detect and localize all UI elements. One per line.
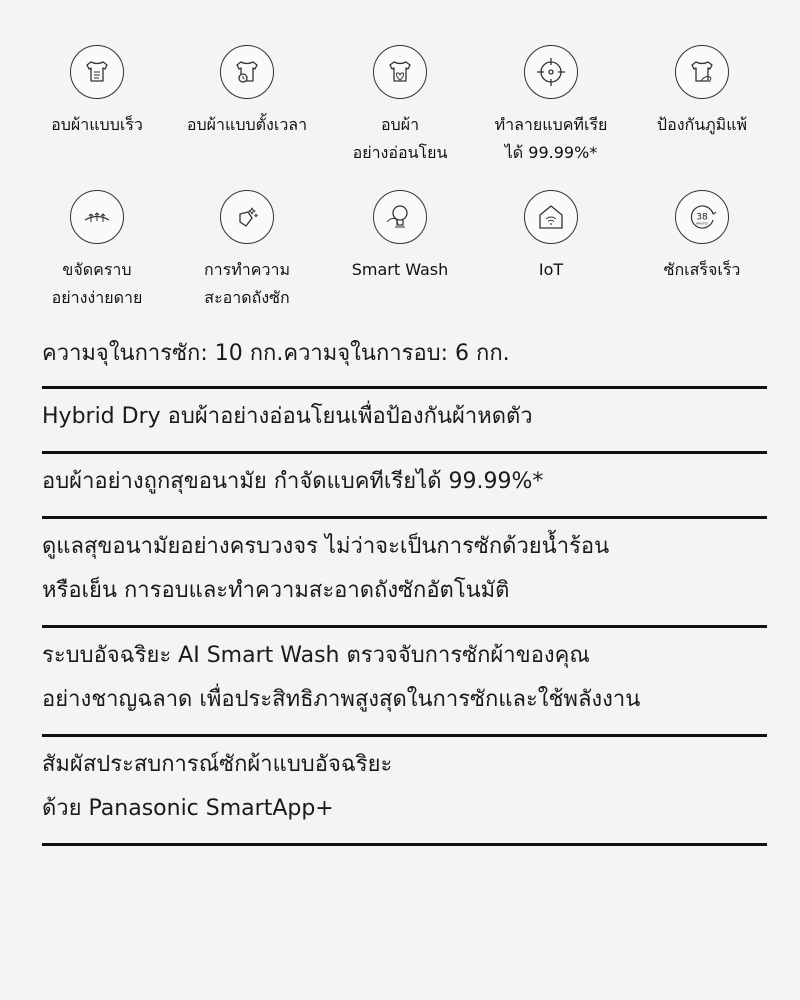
feature-label: ขจัดคราบ อย่างง่ายดาย — [51, 260, 143, 307]
feature-timer-dry — [172, 45, 322, 139]
feature-label: อบผ้า อย่างอ่อนโยน — [352, 115, 448, 162]
feature-iot — [476, 190, 626, 284]
feature-label: อบผ้าแบบตั้งเวลา — [186, 115, 308, 134]
feature-kill-bacteria — [476, 45, 626, 167]
allergy-shirt-icon — [675, 45, 729, 99]
feature-quick-dry — [22, 45, 172, 139]
feature-icon-grid — [0, 45, 800, 320]
feature-label: Smart Wash — [351, 260, 449, 279]
spec-ai-smart-wash: ระบบอัจฉริยะ AI Smart Wash ตรวจจับการซักผ้าของคุณ อย่างชาญฉลาด เพื่อประสิทธิภาพสูงสุดในการซักและใช้พลังงาน — [42, 628, 767, 737]
tub-clean-icon — [220, 190, 274, 244]
feature-label: ป้องกันภูมิแพ้ — [656, 115, 748, 134]
feature-row-1 — [0, 45, 800, 190]
icon-badge-unit: MINUTES — [696, 222, 708, 226]
icon-badge-number: 38 — [696, 212, 708, 223]
feature-label: ซักเสร็จเร็ว — [663, 260, 741, 279]
spec-hybrid-dry: Hybrid Dry อบผ้าอย่างอ่อนโยนเพื่อป้องกันผ้าหดตัว — [42, 389, 767, 454]
feature-label: อบผ้าแบบเร็ว — [51, 115, 143, 134]
feature-label: การทำความ สะอาดถังซัก — [203, 260, 290, 307]
feature-label: ทำลายแบคทีเรีย ได้ 99.99%* — [494, 115, 608, 162]
38-minutes-icon — [675, 190, 729, 244]
crosshair-bacteria-icon — [524, 45, 578, 99]
spec-hygiene-care: ดูแลสุขอนามัยอย่างครบวงจร ไม่ว่าจะเป็นการซักด้วยน้ำร้อน หรือเย็น การอบและทำความสะอาดถังซักอัตโนมัติ — [42, 519, 767, 628]
spec-capacity: ความจุในการซัก: 10 กก.ความจุในการอบ: 6 กก. — [42, 328, 767, 389]
quick-dry-shirt-icon — [70, 45, 124, 99]
feature-stain-removal — [22, 190, 172, 312]
stain-removal-icon — [70, 190, 124, 244]
timer-dry-shirt-icon — [220, 45, 274, 99]
spec-list — [42, 328, 767, 846]
feature-quick-wash — [627, 190, 777, 284]
feature-row-2 — [0, 190, 800, 320]
smart-wash-bulb-icon — [373, 190, 427, 244]
feature-tub-clean — [172, 190, 322, 312]
gentle-dry-shirt-icon — [373, 45, 427, 99]
spec-hygienic-dry: อบผ้าอย่างถูกสุขอนามัย กำจัดแบคทีเรียได้ 99.99%* — [42, 454, 767, 519]
spec-smartapp: สัมผัสประสบการณ์ซักผ้าแบบอัจฉริยะ ด้วย Panasonic SmartApp+ — [42, 737, 767, 846]
feature-label: IoT — [538, 260, 564, 279]
feature-smart-wash — [325, 190, 475, 284]
iot-home-wifi-icon — [524, 190, 578, 244]
feature-gentle-dry — [325, 45, 475, 167]
feature-anti-allergy — [627, 45, 777, 139]
